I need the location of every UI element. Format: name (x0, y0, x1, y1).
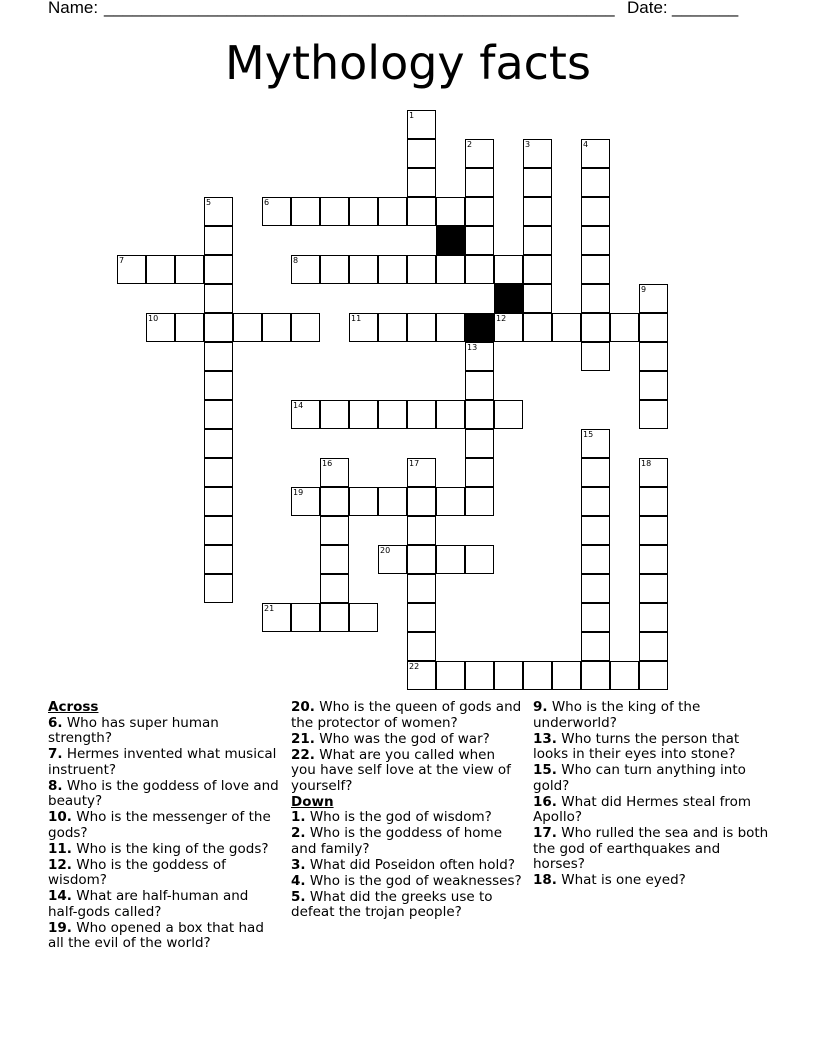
grid-cell[interactable] (407, 632, 436, 661)
grid-cell[interactable] (465, 197, 494, 226)
clue-item (533, 732, 769, 763)
clue-number: 11. (48, 840, 72, 857)
grid-cell[interactable] (523, 313, 552, 342)
grid-cell[interactable] (204, 458, 233, 487)
grid-cell[interactable] (639, 284, 668, 313)
grid-cell[interactable] (436, 545, 465, 574)
grid-cell[interactable] (407, 313, 436, 342)
cell-number: 20 (380, 546, 391, 555)
grid-cell[interactable] (465, 342, 494, 371)
grid-cell[interactable] (552, 313, 581, 342)
clue-text: Who is the goddess of home and family? (291, 825, 503, 857)
grid-cell[interactable] (320, 255, 349, 284)
clue-text: Who was the god of war? (319, 730, 490, 747)
grid-cell[interactable] (581, 632, 610, 661)
clue-item (48, 810, 280, 841)
clue-number: 1. (291, 809, 306, 825)
grid-cell[interactable] (581, 284, 610, 313)
clue-item (533, 795, 769, 826)
grid-cell[interactable] (378, 400, 407, 429)
grid-cell[interactable] (349, 603, 378, 632)
grid-cell[interactable] (146, 255, 175, 284)
grid-cell[interactable] (639, 632, 668, 661)
grid-cell[interactable] (639, 487, 668, 516)
grid-cell[interactable] (204, 487, 233, 516)
grid-cell[interactable] (320, 487, 349, 516)
cell-number: 12 (496, 314, 507, 323)
clue-text: Who can turn anything into gold? (533, 762, 746, 794)
clue-item (291, 732, 523, 748)
clue-item (48, 858, 280, 889)
grid-cell[interactable] (204, 226, 233, 255)
grid-cell[interactable] (581, 574, 610, 603)
cell-number: 13 (467, 343, 478, 352)
grid-cell[interactable] (349, 313, 378, 342)
clue-number: 6. (48, 714, 63, 731)
cell-number: 22 (409, 662, 420, 671)
clue-column-2 (291, 700, 523, 921)
grid-block (465, 313, 494, 342)
clue-text: What are half-human and half-gods called? (48, 888, 249, 920)
cell-number: 9 (641, 285, 647, 294)
grid-cell[interactable] (639, 545, 668, 574)
clue-text: What did Hermes steal from Apollo? (533, 793, 752, 825)
grid-cell[interactable] (204, 516, 233, 545)
clue-text: Who is the goddess of wisdom? (48, 856, 226, 888)
clue-text: Who turns the person that looks in their eyes into stone? (533, 730, 740, 762)
grid-cell[interactable] (581, 458, 610, 487)
clue-item (291, 700, 523, 731)
clue-item (533, 826, 769, 873)
grid-cell[interactable] (175, 313, 204, 342)
cell-number: 4 (583, 140, 589, 149)
grid-cell[interactable] (581, 429, 610, 458)
grid-cell[interactable] (494, 661, 523, 690)
down-clue-list (291, 810, 523, 921)
cell-number: 5 (206, 198, 212, 207)
grid-cell[interactable] (552, 661, 581, 690)
clue-number: 5. (291, 888, 306, 905)
grid-cell[interactable] (407, 487, 436, 516)
grid-cell[interactable] (610, 313, 639, 342)
grid-cell[interactable] (436, 487, 465, 516)
grid-cell[interactable] (320, 574, 349, 603)
grid-cell[interactable] (494, 400, 523, 429)
cell-number: 15 (583, 430, 594, 439)
grid-cell[interactable] (262, 603, 291, 632)
clue-text: What did the greeks use to defeat the trojan people? (291, 888, 493, 920)
clue-item (48, 842, 280, 858)
grid-cell[interactable] (349, 255, 378, 284)
clue-item (291, 810, 523, 826)
date-field[interactable]: _______ (672, 0, 739, 17)
grid-cell[interactable] (639, 661, 668, 690)
clue-text: Who has super human strength? (48, 714, 219, 746)
cell-number: 6 (264, 198, 270, 207)
grid-cell[interactable] (436, 661, 465, 690)
clue-text: Who is the queen of gods and the protector of women? (291, 699, 522, 731)
grid-cell[interactable] (204, 255, 233, 284)
grid-cell[interactable] (378, 255, 407, 284)
grid-cell[interactable] (320, 545, 349, 574)
cell-number: 7 (119, 256, 125, 265)
cell-number: 8 (293, 256, 299, 265)
grid-cell[interactable] (639, 516, 668, 545)
clue-text: Hermes invented what musical instruent? (48, 746, 277, 778)
grid-cell[interactable] (204, 284, 233, 313)
grid-cell[interactable] (407, 168, 436, 197)
cell-number: 3 (525, 140, 531, 149)
grid-cell[interactable] (320, 603, 349, 632)
grid-cell[interactable] (581, 516, 610, 545)
clue-text: What is one eyed? (561, 872, 686, 888)
grid-cell[interactable] (407, 139, 436, 168)
grid-cell[interactable] (146, 313, 175, 342)
grid-block (494, 284, 523, 313)
name-field[interactable]: ______________________________________________________ (104, 0, 615, 17)
grid-cell[interactable] (204, 574, 233, 603)
clue-number: 20. (291, 699, 315, 715)
grid-cell[interactable] (320, 458, 349, 487)
cell-number: 2 (467, 140, 473, 149)
clue-number: 8. (48, 777, 63, 794)
grid-cell[interactable] (523, 255, 552, 284)
grid-cell[interactable] (465, 400, 494, 429)
grid-cell[interactable] (204, 197, 233, 226)
down-clue-list-continued (533, 700, 769, 889)
clue-item (48, 747, 280, 778)
grid-cell[interactable] (639, 400, 668, 429)
grid-cell[interactable] (378, 197, 407, 226)
grid-cell[interactable] (639, 342, 668, 371)
cell-number: 10 (148, 314, 159, 323)
grid-cell[interactable] (465, 545, 494, 574)
grid-cell[interactable] (204, 545, 233, 574)
grid-cell[interactable] (262, 197, 291, 226)
clue-number: 16. (533, 793, 557, 810)
across-clue-list (48, 716, 280, 952)
clue-number: 13. (533, 730, 557, 747)
clue-item (291, 748, 523, 795)
clue-item (291, 826, 523, 857)
grid-cell[interactable] (523, 197, 552, 226)
grid-cell[interactable] (407, 400, 436, 429)
cell-number: 17 (409, 459, 420, 468)
grid-cell[interactable] (581, 342, 610, 371)
grid-cell[interactable] (465, 139, 494, 168)
clue-number: 3. (291, 856, 306, 873)
cell-number: 14 (293, 401, 304, 410)
grid-cell[interactable] (523, 139, 552, 168)
grid-cell[interactable] (378, 487, 407, 516)
clue-text: What did Poseidon often hold? (309, 856, 515, 873)
grid-cell[interactable] (204, 371, 233, 400)
clue-item (48, 921, 280, 952)
grid-cell[interactable] (465, 168, 494, 197)
grid-cell[interactable] (465, 371, 494, 400)
clue-number: 15. (533, 762, 557, 778)
grid-cell[interactable] (291, 400, 320, 429)
grid-cell[interactable] (523, 284, 552, 313)
cell-number: 1 (409, 111, 415, 120)
clue-text: Who is the messenger of the gods? (48, 809, 271, 841)
grid-cell[interactable] (407, 255, 436, 284)
grid-cell[interactable] (465, 487, 494, 516)
cell-number: 16 (322, 459, 333, 468)
grid-cell[interactable] (291, 603, 320, 632)
grid-cell[interactable] (407, 603, 436, 632)
clue-item (533, 873, 769, 889)
grid-cell[interactable] (610, 661, 639, 690)
clue-number: 18. (533, 872, 557, 888)
grid-block (436, 226, 465, 255)
clue-number: 14. (48, 888, 72, 904)
clue-number: 12. (48, 856, 72, 873)
clue-column-3 (533, 700, 769, 889)
grid-cell[interactable] (291, 197, 320, 226)
cell-number: 19 (293, 488, 304, 497)
clue-text: Who is the god of wisdom? (309, 809, 492, 825)
grid-cell[interactable] (581, 226, 610, 255)
grid-cell[interactable] (581, 197, 610, 226)
grid-cell[interactable] (291, 487, 320, 516)
grid-cell[interactable] (639, 458, 668, 487)
grid-cell[interactable] (320, 516, 349, 545)
grid-cell[interactable] (465, 458, 494, 487)
grid-cell[interactable] (378, 545, 407, 574)
clue-number: 2. (291, 825, 306, 841)
grid-cell[interactable] (291, 313, 320, 342)
across-clue-list-continued (291, 700, 523, 794)
grid-cell[interactable] (465, 255, 494, 284)
grid-cell[interactable] (320, 197, 349, 226)
clue-number: 21. (291, 730, 315, 747)
clue-text: Who opened a box that had all the evil of the world? (48, 919, 264, 951)
grid-cell[interactable] (639, 313, 668, 342)
grid-cell[interactable] (581, 545, 610, 574)
grid-cell[interactable] (581, 139, 610, 168)
clue-number: 9. (533, 699, 548, 715)
grid-cell[interactable] (639, 371, 668, 400)
page-title: Mythology facts (225, 36, 591, 90)
grid-cell[interactable] (581, 255, 610, 284)
grid-cell[interactable] (465, 226, 494, 255)
cell-number: 21 (264, 604, 275, 613)
grid-cell[interactable] (407, 516, 436, 545)
grid-cell[interactable] (523, 168, 552, 197)
clue-item (533, 763, 769, 794)
date-label: Date: (627, 0, 668, 17)
grid-cell[interactable] (465, 661, 494, 690)
grid-cell[interactable] (436, 197, 465, 226)
down-heading: Down (291, 793, 334, 810)
clue-text: Who is the king of the underworld? (533, 699, 701, 731)
grid-cell[interactable] (175, 255, 204, 284)
clue-number: 4. (291, 872, 306, 889)
grid-cell[interactable] (465, 429, 494, 458)
grid-cell[interactable] (639, 574, 668, 603)
clue-item (291, 858, 523, 874)
clue-text: Who is the god of weaknesses? (309, 872, 522, 889)
grid-cell[interactable] (349, 487, 378, 516)
grid-cell[interactable] (639, 603, 668, 632)
grid-cell[interactable] (523, 226, 552, 255)
grid-cell[interactable] (407, 458, 436, 487)
grid-cell[interactable] (407, 545, 436, 574)
grid-cell[interactable] (494, 255, 523, 284)
name-label: Name: (48, 0, 99, 17)
grid-cell[interactable] (407, 574, 436, 603)
clue-text: Who is the goddess of love and beauty? (48, 777, 279, 809)
grid-cell[interactable] (320, 400, 349, 429)
clue-item (48, 889, 280, 920)
grid-cell[interactable] (581, 487, 610, 516)
grid-cell[interactable] (204, 313, 233, 342)
clue-item (291, 890, 523, 921)
grid-cell[interactable] (233, 313, 262, 342)
grid-cell[interactable] (204, 400, 233, 429)
clue-number: 22. (291, 746, 315, 763)
grid-cell[interactable] (117, 255, 146, 284)
grid-cell[interactable] (349, 400, 378, 429)
clue-item (48, 716, 280, 747)
cell-number: 11 (351, 314, 362, 323)
grid-cell[interactable] (291, 255, 320, 284)
grid-cell[interactable] (262, 313, 291, 342)
clue-column-1 (48, 700, 280, 952)
grid-cell[interactable] (581, 661, 610, 690)
clue-item (48, 779, 280, 810)
grid-cell[interactable] (581, 168, 610, 197)
grid-cell[interactable] (349, 197, 378, 226)
grid-cell[interactable] (436, 400, 465, 429)
clue-item (291, 874, 523, 890)
grid-cell[interactable] (407, 197, 436, 226)
across-heading: Across (48, 699, 99, 715)
clue-number: 7. (48, 746, 63, 762)
grid-cell[interactable] (581, 603, 610, 632)
grid-cell[interactable] (378, 313, 407, 342)
clue-text: What are you called when you have self love at the view of yourself? (291, 746, 511, 794)
clue-item (533, 700, 769, 731)
grid-cell[interactable] (204, 342, 233, 371)
clue-number: 10. (48, 809, 72, 825)
grid-cell[interactable] (494, 313, 523, 342)
grid-cell[interactable] (204, 429, 233, 458)
grid-cell[interactable] (523, 661, 552, 690)
grid-cell[interactable] (407, 661, 436, 690)
grid-cell[interactable] (436, 313, 465, 342)
clue-text: Who rulled the sea and is both the god of earthquakes and horses? (533, 825, 769, 872)
grid-cell[interactable] (407, 110, 436, 139)
clue-number: 17. (533, 825, 557, 841)
grid-cell[interactable] (581, 313, 610, 342)
cell-number: 18 (641, 459, 652, 468)
grid-cell[interactable] (436, 255, 465, 284)
clue-number: 19. (48, 919, 72, 936)
clue-text: Who is the king of the gods? (76, 840, 269, 857)
